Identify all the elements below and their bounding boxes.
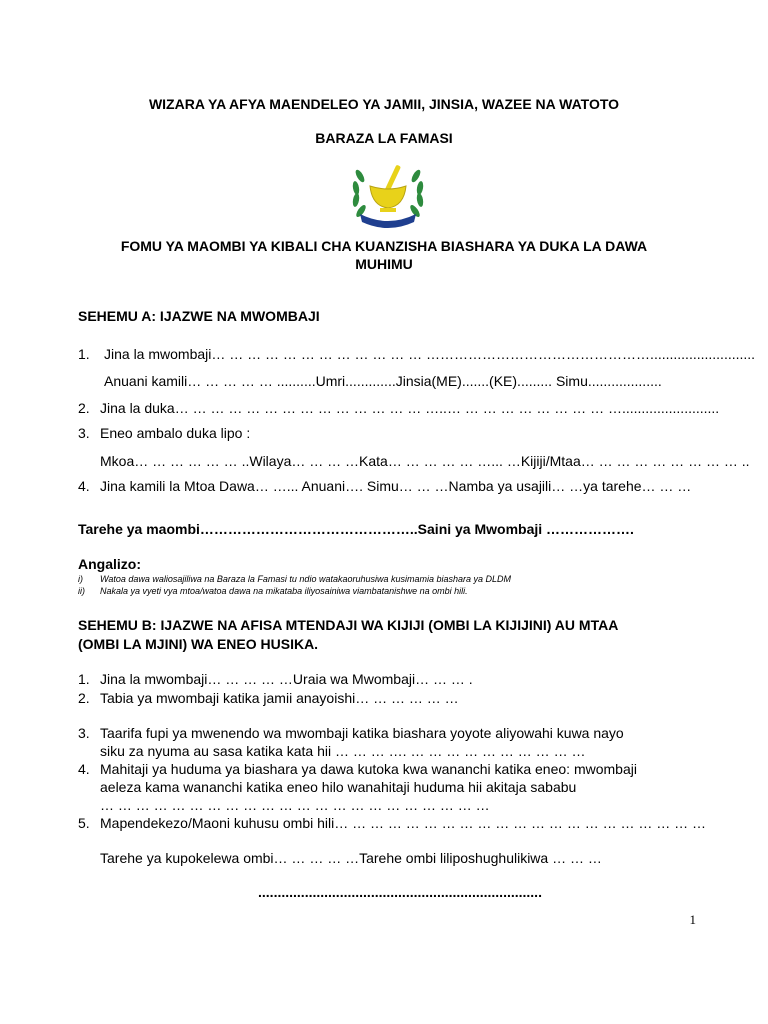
conduct-report-text: Taarifa fupi ya mwenendo wa mwombaji katika biashara yoyote aliyowahi kuwa nayo xyxy=(100,725,624,741)
shop-name-field[interactable]: Jina la duka… … … … … … … … … … … … … … …..… … … … … … … … … …......................... xyxy=(100,400,720,416)
item-number: 4. xyxy=(78,761,90,777)
applicant-address-field[interactable]: Anuani kamili… … … … … ..........Umri.............Jinsia(ME).......(KE)......... Simu................... xyxy=(104,373,662,389)
section-a-title: SEHEMU A: IJAZWE NA MWOMBAJI xyxy=(78,308,320,324)
receipt-dates-field[interactable]: Tarehe ya kupokelewa ombi… … … … …Tarehe ombi liliposhughulikiwa … … … xyxy=(100,850,602,866)
item-number: 3. xyxy=(78,725,90,741)
note-text: Watoa dawa waliosajiliwa na Baraza la Famasi tu ndio watakaoruhusiwa kusimamia biashara ya DLDM xyxy=(100,574,512,584)
pharmacy-council-logo xyxy=(346,156,430,232)
service-need-text-continued: aeleza kama wananchi katika eneo hilo wanahitaji huduma hii akitaja sababu xyxy=(100,779,577,795)
ministry-heading: WIZARA YA AFYA MAENDELEO YA JAMII, JINSIA, WAZEE NA WATOTO xyxy=(148,96,620,112)
council-heading: BARAZA LA FAMASI xyxy=(315,130,453,146)
form-title-continued: MUHIMU xyxy=(355,256,413,272)
item-number: 4. xyxy=(78,478,90,494)
note-number: i) xyxy=(78,574,83,584)
item-number: 1. xyxy=(78,671,90,687)
signature-line[interactable]: ......................................................................... xyxy=(258,884,542,900)
section-b-title: SEHEMU B: IJAZWE NA AFISA MTENDAJI WA KIJIJI (OMBI LA KIJIJINI) AU MTAA xyxy=(78,617,619,633)
application-date-signature[interactable]: Tarehe ya maombi………………………………………..Saini ya Mwombaji ………………. xyxy=(78,521,634,537)
item-number: 2. xyxy=(78,400,90,416)
service-need-text: Mahitaji ya huduma ya biashara ya dawa kutoka kwa wananchi katika eneo: mwombaji xyxy=(100,761,637,777)
applicant-name-field[interactable]: Jina la mwombaji… … … … … … … … … … … … …………………………………………........................... xyxy=(104,346,756,362)
recommendations-field[interactable]: Mapendekezo/Maoni kuhusu ombi hili… … … … … … … … … … … … … … … … … … … … … xyxy=(100,815,707,831)
applicant-nationality-field[interactable]: Jina la mwombaji… … … … …Uraia wa Mwombaji… … … . xyxy=(100,671,473,687)
section-b-title-continued: (OMBI LA MJINI) WA ENEO HUSIKA. xyxy=(78,636,319,652)
dispenser-details-field[interactable]: Jina kamili la Mtoa Dawa… …... Anuani…. Simu… … …Namba ya usajili… …ya tarehe… … … xyxy=(100,478,692,494)
shop-location-label: Eneo ambalo duka lipo : xyxy=(100,425,251,441)
note-text: Nakala ya vyeti vya mtoa/watoa dawa na mikataba iliyosainiwa viambatanishwe na ombi hili. xyxy=(100,586,468,596)
note-item xyxy=(78,586,468,596)
form-title: FOMU YA MAOMBI YA KIBALI CHA KUANZISHA BIASHARA YA DUKA LA DAWA xyxy=(120,238,648,254)
shop-location-field[interactable]: Mkoa… … … … … … ..Wilaya… … … …Kata… … … … … …... …Kijiji/Mtaa… … … … … … … … … .. xyxy=(100,453,750,469)
applicant-character-field[interactable]: Tabia ya mwombaji katika jamii anayoishi… … … … … … xyxy=(100,690,459,706)
item-number: 3. xyxy=(78,425,90,441)
conduct-report-field[interactable]: siku za nyuma au sasa katika kata hii … … … …. … … … … … … … … … … xyxy=(100,743,586,759)
notes-title: Angalizo: xyxy=(78,556,141,572)
item-number: 5. xyxy=(78,815,90,831)
item-number: 2. xyxy=(78,690,90,706)
note-item xyxy=(78,574,511,584)
page-number: 1 xyxy=(689,912,696,927)
note-number: ii) xyxy=(78,586,85,596)
item-number: 1. xyxy=(78,346,90,362)
service-need-field[interactable]: … … … … … … … … … … … … … … … … … … … … … … xyxy=(100,797,490,813)
